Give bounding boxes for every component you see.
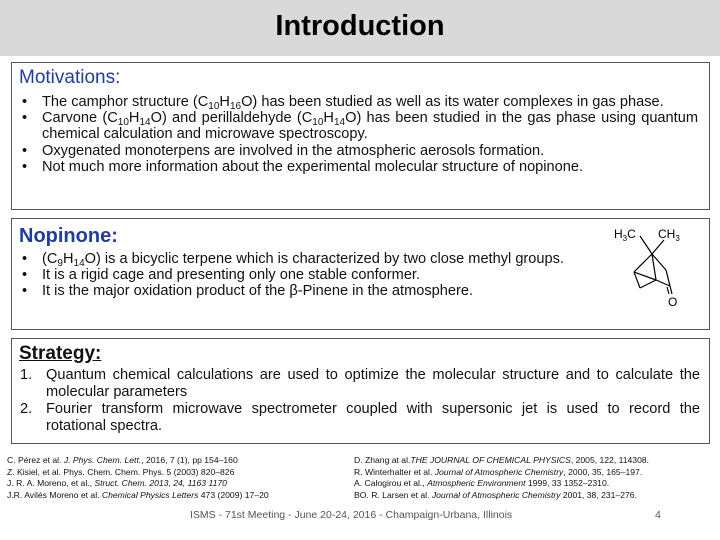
motivation-item: • Oxygenated monoterpens are involved in the atmospheric aerosols formation. <box>20 143 698 159</box>
methyl-left-label: $H_3C$ <box>614 227 636 243</box>
nopinone-heading: Nopinone: <box>19 225 118 247</box>
footer-text: ISMS - 71st Meeting - June 20-24, 2016 - Champaign-Urbana, Illinois <box>190 509 513 521</box>
reference-entry: D. Zhang at al.THE JOURNAL OF CHEMICAL PHYSICS, 2005, 122, 114308. <box>354 455 650 465</box>
motivation-item: • Carvone $(C_{10}H_{14}O)$ and perillaldehyde $(C_{10}H_{14}O)$ has been studied in the gas phase using quantum chemical calculation and microwave spectroscopy. <box>20 110 698 142</box>
references-left <box>7 455 337 501</box>
reference-entry: R. Winterhalter et al. Journal of Atmospheric Chemistry, 2000, 35, 165–197. <box>354 466 643 477</box>
nopinone-list <box>20 251 568 300</box>
motivations-heading: Motivations: <box>19 67 121 88</box>
reference-entry: Z. Kisiel, et al. Phys. Chem. Chem. Phys. 5 (2003) 820–826 <box>7 466 235 477</box>
motivation-item: • Not much more information about the experimental molecular structure of nopinone. <box>20 159 698 175</box>
strategy-list <box>20 367 700 435</box>
strategy-item: 1. Quantum chemical calculations are used to optimize the molecular structure and to calculate the molecular parameters <box>20 367 700 400</box>
slide-title: Introduction <box>275 10 445 42</box>
nopinone-item: • It is a rigid cage and presenting only one stable conformer. <box>20 267 568 283</box>
strategy-item: 2. Fourier transform microwave spectrometer coupled with supersonic jet is used to record the rotational spectra. <box>20 401 700 434</box>
motivation-item: • The camphor structure $(C_{10}H_{16}O)$ has been studied as well as its water complexes in gas phase. <box>20 94 698 110</box>
reference-entry: C. Pérez et al. J. Phys. Chem. Lett., 2016, 7 (1), pp 154–160 <box>7 455 238 465</box>
reference-entry: J. R. A. Moreno, et al., Struct. Chem. 2013, 24, 1163 1170 <box>7 478 227 488</box>
oxygen-label: O <box>668 295 678 309</box>
page-number: 4 <box>655 509 661 521</box>
reference-entry: BO. R. Larsen et al. Journal of Atmospheric Chemistry 2001, 38, 231–276. <box>354 489 637 500</box>
nopinone-item: • It is the major oxidation product of the β-Pinene in the atmosphere. <box>20 283 568 299</box>
methyl-right-label: $CH_3$ <box>658 227 680 243</box>
references-right <box>354 455 714 501</box>
nopinone-structure-diagram <box>604 222 694 310</box>
strategy-heading: Strategy: <box>19 343 102 364</box>
reference-entry: A. Calogirou et al., Atmospheric Environment 1999, 33 1352–2310. <box>354 478 610 488</box>
motivations-list <box>20 94 698 175</box>
nopinone-item: • $(C_9H_{14}O)$ is a bicyclic terpene which is characterized by two close methyl groups. <box>20 251 568 267</box>
reference-entry: J.R. Avilés Moreno et al. Chemical Physics Letters 473 (2009) 17–20 <box>7 489 269 500</box>
